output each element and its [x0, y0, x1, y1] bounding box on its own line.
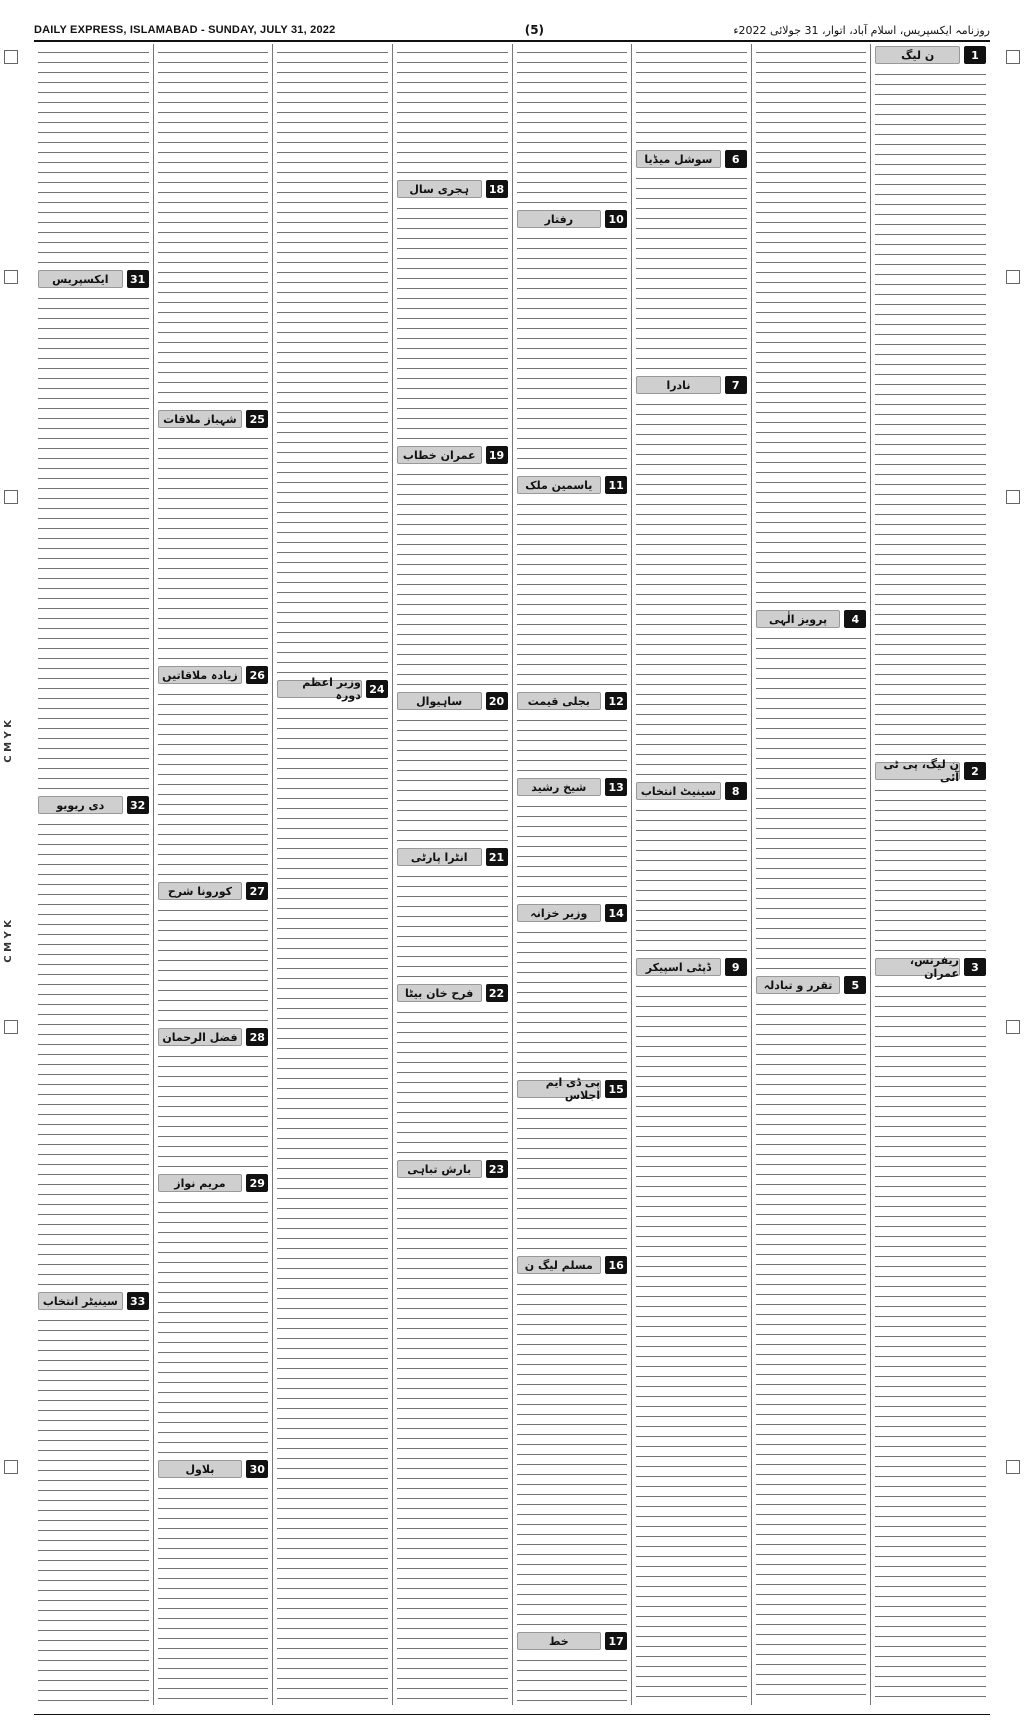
- section-heading: [277, 676, 388, 702]
- section-number: 22: [486, 984, 508, 1002]
- section-heading: [517, 476, 628, 494]
- section-number: 29: [246, 1174, 268, 1192]
- cmyk-marker: C M Y K: [3, 920, 14, 963]
- section-heading: [636, 376, 747, 394]
- column-3: [631, 44, 751, 1705]
- section-heading: [636, 958, 747, 976]
- article-body: [397, 468, 508, 688]
- section-heading: [756, 610, 867, 628]
- article-body: [756, 46, 867, 606]
- section-heading: [158, 666, 269, 684]
- article-body: [517, 498, 628, 688]
- article-body: [517, 46, 628, 206]
- section-number: 7: [725, 376, 747, 394]
- section-number: 11: [605, 476, 627, 494]
- page-footer-rule: [34, 1714, 990, 1715]
- article-body: [756, 998, 867, 1698]
- column-5: [392, 44, 512, 1705]
- registration-mark: [4, 1460, 18, 1474]
- section-title: سینیٹر انتخاب: [38, 1292, 123, 1310]
- article-body: [277, 46, 388, 676]
- section-number: 12: [605, 692, 627, 710]
- section-title: ایکسپریس: [38, 270, 123, 288]
- column-1: [870, 44, 990, 1705]
- section-number: 16: [605, 1256, 627, 1274]
- article-body: [158, 904, 269, 1024]
- article-body: [636, 804, 747, 954]
- column-7: [153, 44, 273, 1705]
- article-body: [517, 232, 628, 472]
- section-number: 20: [486, 692, 508, 710]
- article-body: [38, 292, 149, 792]
- registration-mark: [1006, 1020, 1020, 1034]
- section-title: کورونا شرح: [158, 882, 243, 900]
- section-heading: [397, 984, 508, 1002]
- section-heading: [636, 782, 747, 800]
- article-body: [158, 46, 269, 406]
- article-body: [158, 1050, 269, 1170]
- section-number: 15: [605, 1080, 627, 1098]
- section-title: فرح خان بیٹا: [397, 984, 482, 1002]
- section-title: پی ڈی ایم اجلاس: [517, 1080, 602, 1098]
- section-title: یاسمین ملک: [517, 476, 602, 494]
- section-number: 1: [964, 46, 986, 64]
- section-number: 5: [844, 976, 866, 994]
- section-number: 9: [725, 958, 747, 976]
- section-number: 21: [486, 848, 508, 866]
- article-body: [636, 46, 747, 146]
- section-title: سوشل میڈیا: [636, 150, 721, 168]
- section-heading: [517, 692, 628, 710]
- section-title: سینیٹ انتخاب: [636, 782, 721, 800]
- section-title: فضل الرحمان: [158, 1028, 243, 1046]
- masthead-left: DAILY EXPRESS, ISLAMABAD - SUNDAY, JULY 31, 2022: [34, 24, 336, 36]
- section-heading: [158, 1460, 269, 1478]
- section-title: انٹرا پارٹی: [397, 848, 482, 866]
- section-heading: [756, 976, 867, 994]
- section-title: دی ریویو: [38, 796, 123, 814]
- section-title: ساہیوال: [397, 692, 482, 710]
- section-heading: [517, 1076, 628, 1102]
- section-title: شہباز ملاقات: [158, 410, 243, 428]
- section-heading: [397, 180, 508, 198]
- section-title: زیادہ ملاقاتیں: [158, 666, 243, 684]
- section-title: شیخ رشید: [517, 778, 602, 796]
- section-title: ڈپٹی اسپیکر: [636, 958, 721, 976]
- article-body: [875, 980, 986, 1700]
- section-number: 10: [605, 210, 627, 228]
- section-number: 33: [127, 1292, 149, 1310]
- section-heading: [158, 882, 269, 900]
- section-heading: [38, 270, 149, 288]
- section-title: بارش تباہی: [397, 1160, 482, 1178]
- article-body: [517, 1654, 628, 1704]
- article-body: [875, 784, 986, 954]
- column-grid: [34, 44, 990, 1705]
- section-heading: [158, 1174, 269, 1192]
- article-body: [277, 702, 388, 1702]
- section-heading: [517, 1256, 628, 1274]
- section-heading: [158, 410, 269, 428]
- article-body: [158, 432, 269, 662]
- section-number: 8: [725, 782, 747, 800]
- section-title: ن لیگ: [875, 46, 960, 64]
- section-heading: [158, 1028, 269, 1046]
- section-title: وزیر خزانہ: [517, 904, 602, 922]
- section-heading: [38, 1292, 149, 1310]
- article-body: [38, 818, 149, 1288]
- section-number: 24: [366, 680, 388, 698]
- article-body: [517, 1278, 628, 1628]
- section-number: 3: [964, 958, 986, 976]
- article-body: [158, 1196, 269, 1456]
- section-number: 17: [605, 1632, 627, 1650]
- article-body: [636, 980, 747, 1700]
- registration-mark: [1006, 490, 1020, 504]
- article-body: [158, 1482, 269, 1702]
- section-number: 13: [605, 778, 627, 796]
- section-title: ہجری سال: [397, 180, 482, 198]
- section-heading: [636, 150, 747, 168]
- section-heading: [875, 954, 986, 980]
- article-body: [397, 46, 508, 176]
- section-number: 26: [246, 666, 268, 684]
- section-number: 2: [964, 762, 986, 780]
- page-header: [34, 20, 990, 42]
- section-number: 6: [725, 150, 747, 168]
- article-body: [636, 172, 747, 372]
- section-number: 31: [127, 270, 149, 288]
- section-heading: [517, 210, 628, 228]
- article-body: [397, 1006, 508, 1156]
- section-number: 14: [605, 904, 627, 922]
- section-number: 19: [486, 446, 508, 464]
- section-title: مریم نواز: [158, 1174, 243, 1192]
- section-title: بلاول: [158, 1460, 243, 1478]
- section-title: وزیر اعظم دورہ: [277, 680, 362, 698]
- section-number: 4: [844, 610, 866, 628]
- section-title: خط: [517, 1632, 602, 1650]
- article-body: [517, 1102, 628, 1252]
- section-title: رفتار: [517, 210, 602, 228]
- section-title: ن لیگ، پی ٹی آئی: [875, 762, 960, 780]
- registration-mark: [1006, 270, 1020, 284]
- section-number: 25: [246, 410, 268, 428]
- registration-mark: [4, 490, 18, 504]
- section-heading: [875, 758, 986, 784]
- article-body: [158, 688, 269, 878]
- registration-mark: [4, 270, 18, 284]
- section-heading: [397, 692, 508, 710]
- section-number: 32: [127, 796, 149, 814]
- section-heading: [397, 1160, 508, 1178]
- section-title: پرویز الٰہی: [756, 610, 841, 628]
- section-title: نادرا: [636, 376, 721, 394]
- article-body: [38, 1314, 149, 1704]
- section-heading: [38, 796, 149, 814]
- column-6: [272, 44, 392, 1705]
- article-body: [636, 398, 747, 778]
- registration-mark: [4, 1020, 18, 1034]
- section-number: 28: [246, 1028, 268, 1046]
- cmyk-marker: C M Y K: [3, 720, 14, 763]
- section-number: 23: [486, 1160, 508, 1178]
- section-title: ریفرنس، عمران: [875, 958, 960, 976]
- article-body: [397, 870, 508, 980]
- section-heading: [517, 1632, 628, 1650]
- section-heading: [397, 848, 508, 866]
- column-8: [34, 44, 153, 1705]
- section-number: 27: [246, 882, 268, 900]
- masthead-right: روزنامہ ایکسپریس، اسلام آباد، اتوار، 31 جولائی 2022ء: [733, 23, 990, 37]
- column-2: [751, 44, 871, 1705]
- article-body: [875, 68, 986, 758]
- article-body: [517, 926, 628, 1076]
- article-body: [517, 714, 628, 774]
- section-title: مسلم لیگ ن: [517, 1256, 602, 1274]
- section-heading: [517, 904, 628, 922]
- registration-mark: [1006, 1460, 1020, 1474]
- page-number: (5): [524, 23, 545, 37]
- column-4: [512, 44, 632, 1705]
- section-title: عمران خطاب: [397, 446, 482, 464]
- registration-mark: [4, 50, 18, 64]
- section-heading: [875, 46, 986, 64]
- section-title: بجلی قیمت: [517, 692, 602, 710]
- section-title: تقرر و تبادلہ: [756, 976, 841, 994]
- registration-mark: [1006, 50, 1020, 64]
- newspaper-page: [34, 44, 990, 1705]
- section-number: 30: [246, 1460, 268, 1478]
- article-body: [397, 202, 508, 442]
- article-body: [756, 632, 867, 972]
- article-body: [517, 800, 628, 900]
- article-body: [397, 1182, 508, 1702]
- section-number: 18: [486, 180, 508, 198]
- section-heading: [517, 778, 628, 796]
- article-body: [38, 46, 149, 266]
- article-body: [397, 714, 508, 844]
- section-heading: [397, 446, 508, 464]
